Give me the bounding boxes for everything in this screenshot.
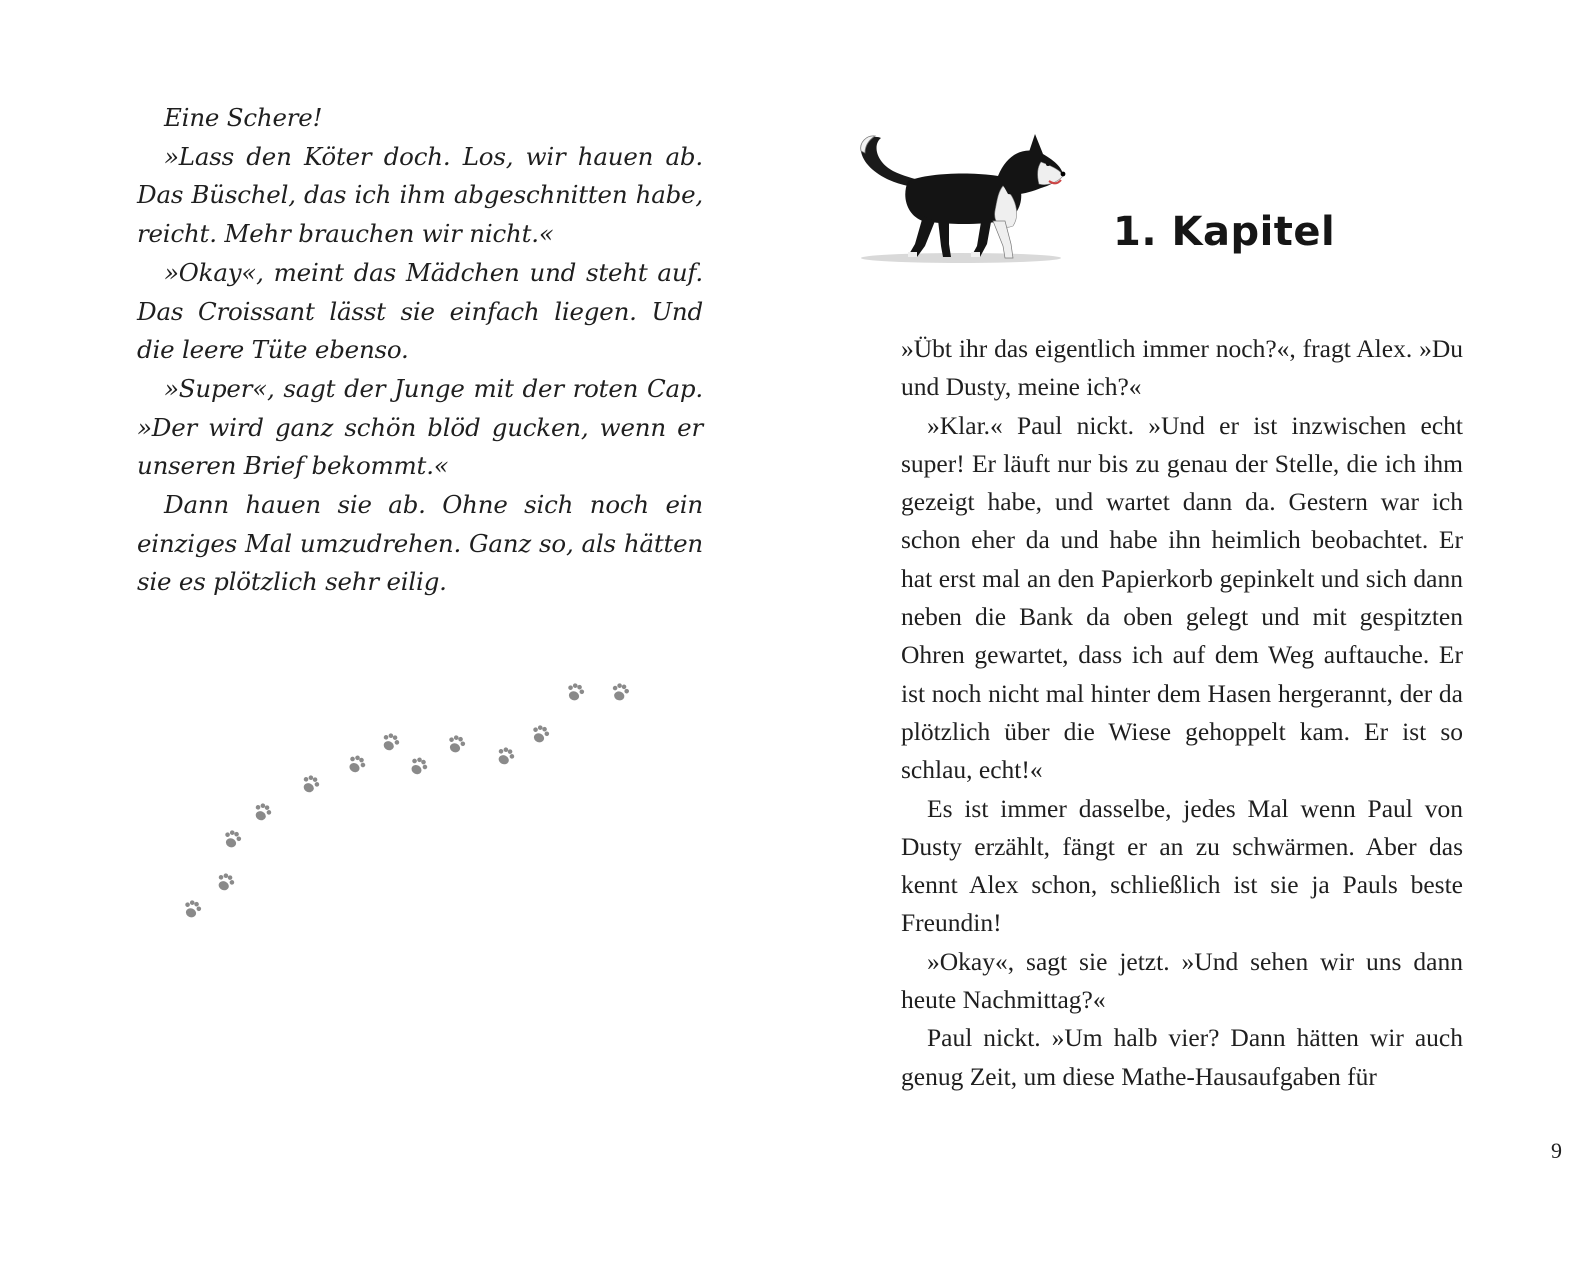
dog-icon	[853, 126, 1068, 276]
paragraph: Dann hauen sie ab. Ohne sich noch ein einziges Mal umzudrehen. Ganz so, als hätten sie es plötzlich sehr eilig.	[137, 490, 703, 597]
paragraph: »Okay«, meint das Mädchen und steht auf. Das Croissant lässt sie einfach liegen. Und die leere Tüte ebenso.	[137, 257, 703, 365]
paragraph: »Übt ihr das eigentlich immer noch?«, fragt Alex. »Du und Dusty, meine ich?«	[901, 334, 1463, 402]
paragraph: »Super«, sagt der Junge mit der roten Cap. »Der wird ganz schön blöd gucken, wenn er unseren Brief bekommt.«	[137, 373, 703, 481]
page-number: 9	[1551, 1138, 1562, 1163]
paragraph: Eine Schere!	[164, 103, 323, 132]
chapter-title: 1. Kapitel	[1113, 209, 1336, 255]
paragraph: »Lass den Köter doch. Los, wir hauen ab. Das Büschel, das ich ihm abgeschnitten habe, reicht. Mehr brauchen wir nicht.«	[137, 141, 703, 249]
right-page-text	[901, 330, 1463, 1096]
right-page	[797, 0, 1594, 1270]
paragraph: Paul nickt. »Um halb vier? Dann hätten wir auch genug Zeit, um diese Mathe-Hausaufgaben für	[901, 1023, 1463, 1091]
paragraph: Es ist immer dasselbe, jedes Mal wenn Paul von Dusty erzählt, fängt er an zu schwärmen. Aber das kennt Alex schon, schließlich ist sie ja Pauls beste Freundin!	[901, 793, 1463, 938]
paragraph: »Okay«, sagt sie jetzt. »Und sehen wir uns dann heute Nachmittag?«	[901, 946, 1463, 1015]
chapter-heading	[853, 126, 1336, 276]
paw-prints-icon	[170, 665, 650, 935]
left-page-text	[137, 99, 703, 602]
paragraph: »Klar.« Paul nickt. »Und er ist inzwischen echt super! Er läuft nur bis zu genau der Stelle, die ich ihm gezeigt habe, und wartet dann da. Gestern war ich schon eher da und habe ihn heimlich beobachtet. Er hat erst mal an den Papierkorb gepinkelt und sich dann neben die Bank da oben gelegt und mit gespitzten Ohren gewartet, dass ich auf dem Weg auftauche. Er ist noch nicht mal hinter dem Hasen hergerannt, der da plötzlich über die Wiese gehoppelt kam. Er ist so schlau, echt!«	[901, 410, 1463, 785]
